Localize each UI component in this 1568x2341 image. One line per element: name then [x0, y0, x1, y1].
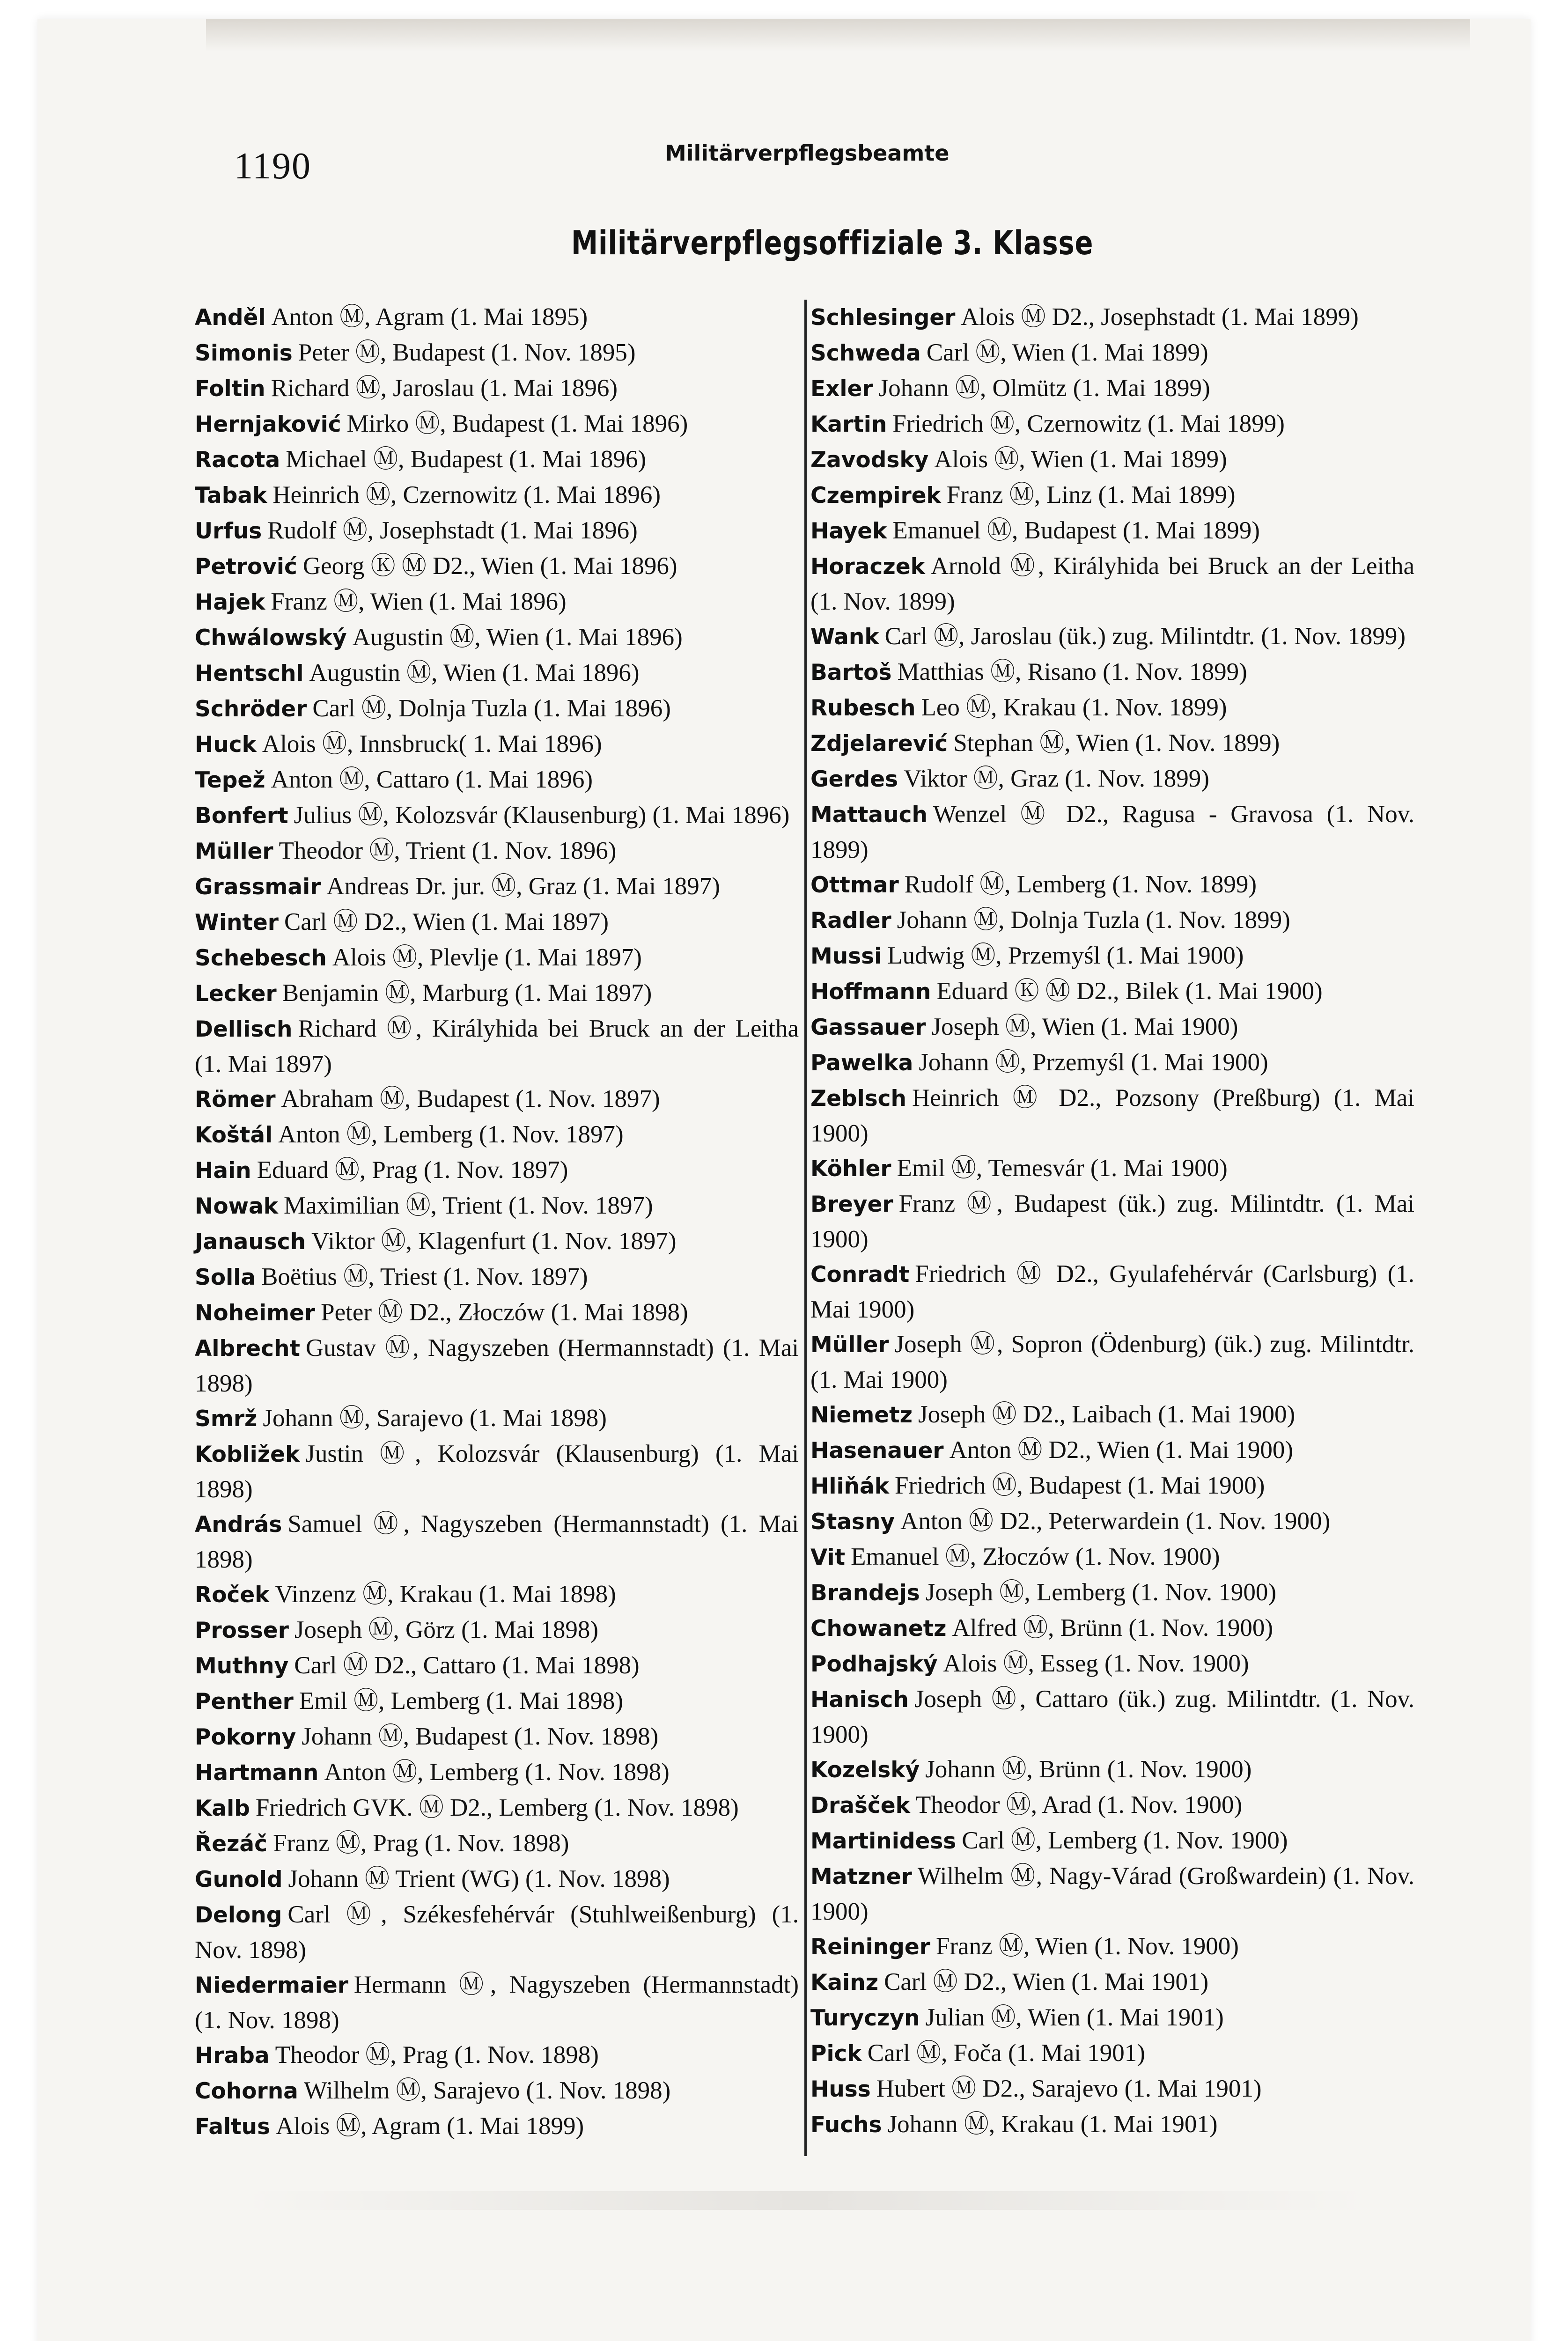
list-item — [195, 478, 799, 513]
surname: Czempirek — [810, 483, 941, 508]
list-item — [195, 1331, 799, 1401]
list-item — [195, 1011, 799, 1082]
entry-details: Friedrich Ⓜ, Budapest (1. Mai 1900) — [895, 1472, 1265, 1499]
list-item — [195, 1684, 799, 1719]
list-item — [810, 1186, 1414, 1257]
surname: Schröder — [195, 696, 307, 722]
entry-details: Andreas Dr. jur. Ⓜ, Graz (1. Mai 1897) — [326, 873, 720, 900]
surname: Drašček — [810, 1793, 910, 1818]
surname: Anděl — [195, 305, 266, 331]
entry-details: Hubert Ⓜ D2., Sarajevo (1. Mai 1901) — [876, 2075, 1262, 2102]
entry-details: Julian Ⓜ, Wien (1. Mai 1901) — [925, 2004, 1224, 2031]
surname: Gerdes — [810, 766, 898, 792]
list-item — [195, 2109, 799, 2144]
entry-details: Joseph Ⓜ, Wien (1. Mai 1900) — [931, 1013, 1238, 1040]
surname: Dellisch — [195, 1016, 293, 1042]
list-item — [195, 2073, 799, 2109]
surname: Fuchs — [810, 2112, 882, 2138]
surname: Grassmair — [195, 874, 321, 900]
list-item — [195, 1401, 799, 1436]
running-head: Militärverpflegsbeamte — [665, 140, 950, 166]
surname: Delong — [195, 1902, 282, 1928]
surname: Müller — [810, 1332, 889, 1358]
entry-details: Emanuel Ⓜ, Złoczów (1. Nov. 1900) — [851, 1543, 1220, 1570]
entry-details: Alois Ⓜ, Innsbruck( 1. Mai 1896) — [262, 730, 602, 758]
surname: Solla — [195, 1265, 256, 1290]
entry-details: Richard Ⓜ, Királyhida bei Bruck an der Leitha (1. Mai 1897) — [195, 1015, 799, 1078]
entry-details: Julius Ⓜ, Kolozsvár (Klausenburg) (1. Mai 1896) — [294, 802, 790, 829]
surname: Huck — [195, 732, 257, 758]
entry-details: Johann Ⓜ, Brünn (1. Nov. 1900) — [925, 1756, 1252, 1783]
list-item — [810, 1433, 1414, 1468]
surname: Wank — [810, 624, 879, 650]
surname: Petrović — [195, 554, 297, 580]
entry-details: Carl Ⓜ, Székesfehérvár (Stuhlweißenburg) (1. Nov. 1898) — [195, 1901, 799, 1964]
list-item — [195, 1188, 799, 1224]
list-item — [195, 1862, 799, 1897]
list-item — [810, 1081, 1414, 1151]
entry-details: Franz Ⓜ, Linz (1. Mai 1899) — [946, 481, 1236, 508]
list-item — [195, 300, 799, 335]
surname: Chwálowský — [195, 625, 347, 651]
entry-details: Arnold Ⓜ, Királyhida bei Bruck an der Leitha (1. Nov. 1899) — [810, 552, 1414, 615]
column-divider — [804, 300, 807, 2156]
list-item — [810, 478, 1414, 513]
list-item — [810, 513, 1414, 549]
entry-details: Emil Ⓜ, Lemberg (1. Mai 1898) — [299, 1687, 624, 1715]
right-column-list — [810, 300, 1414, 2142]
entry-details: Johann Ⓜ, Sarajevo (1. Mai 1898) — [263, 1405, 607, 1432]
entry-details: Rudolf Ⓜ, Josephstadt (1. Mai 1896) — [267, 517, 638, 544]
surname: Pick — [810, 2041, 862, 2067]
surname: Tepež — [195, 767, 265, 793]
list-item — [810, 2071, 1414, 2107]
surname: Conradt — [810, 1262, 910, 1288]
surname: Gassauer — [810, 1015, 926, 1040]
surname: Zavodsky — [810, 447, 929, 473]
list-item — [810, 1752, 1414, 1788]
entry-details: Alois Ⓜ, Wien (1. Mai 1899) — [934, 446, 1227, 473]
surname: Hentschl — [195, 661, 304, 686]
entry-details: Franz Ⓜ, Prag (1. Nov. 1898) — [273, 1830, 569, 1857]
list-item — [810, 2107, 1414, 2142]
entry-details: Carl Ⓜ, Wien (1. Mai 1899) — [926, 339, 1208, 366]
list-item — [810, 903, 1414, 938]
surname: Lecker — [195, 981, 277, 1007]
list-item — [195, 655, 799, 691]
surname: Stasny — [810, 1509, 895, 1535]
list-item — [195, 1755, 799, 1790]
entry-details: Alois Ⓜ D2., Josephstadt (1. Mai 1899) — [961, 303, 1359, 331]
list-item — [195, 1507, 799, 1577]
list-item — [810, 1257, 1414, 1327]
entry-details: Mirko Ⓜ, Budapest (1. Mai 1896) — [346, 410, 688, 437]
surname: Kartin — [810, 412, 887, 437]
surname: Muthny — [195, 1653, 289, 1679]
surname: Vit — [810, 1545, 846, 1570]
entry-details: Richard Ⓜ, Jaroslau (1. Mai 1896) — [271, 375, 618, 402]
entry-details: Johann Ⓜ, Krakau (1. Mai 1901) — [887, 2111, 1218, 2138]
scan-artifact — [243, 2191, 1367, 2210]
surname: Prosser — [195, 1618, 289, 1643]
entry-details: Anton Ⓜ, Lemberg (1. Nov. 1897) — [278, 1121, 624, 1148]
entry-details: Michael Ⓜ, Budapest (1. Mai 1896) — [286, 446, 647, 473]
scan-edge-shadow — [206, 19, 1470, 52]
list-item — [810, 1788, 1414, 1823]
left-column-list — [195, 300, 799, 2144]
list-item — [195, 727, 799, 762]
entry-details: Friedrich Ⓜ, Czernowitz (1. Mai 1899) — [892, 410, 1285, 437]
surname: Noheimer — [195, 1300, 316, 1326]
surname: Hoffmann — [810, 979, 931, 1005]
entry-details: Georg Ⓚ Ⓜ D2., Wien (1. Mai 1896) — [302, 552, 677, 580]
entry-details: Peter Ⓜ D2., Złoczów (1. Mai 1898) — [321, 1299, 688, 1326]
entry-details: Johann Ⓜ, Dolnja Tuzla (1. Nov. 1899) — [897, 906, 1290, 934]
entry-details: Anton Ⓜ D2., Peterwardein (1. Nov. 1900) — [900, 1508, 1331, 1535]
list-item — [195, 1790, 799, 1826]
list-item — [195, 1826, 799, 1862]
entry-details: Matthias Ⓜ, Risano (1. Nov. 1899) — [897, 658, 1247, 685]
surname: Faltus — [195, 2114, 271, 2140]
entry-details: Theodor Ⓜ, Trient (1. Nov. 1896) — [279, 837, 617, 864]
entry-details: Carl Ⓜ D2., Wien (1. Mai 1897) — [284, 908, 609, 935]
list-item — [810, 1045, 1414, 1081]
list-item — [810, 1327, 1414, 1397]
surname: Köhler — [810, 1156, 891, 1182]
list-item — [810, 2000, 1414, 2036]
page-number: 1190 — [234, 146, 312, 187]
list-item — [810, 761, 1414, 797]
list-item — [810, 690, 1414, 726]
surname: Bonfert — [195, 803, 288, 829]
entry-details: Carl Ⓜ, Lemberg (1. Nov. 1900) — [962, 1827, 1288, 1854]
list-item — [810, 1009, 1414, 1045]
entry-details: Eduard Ⓚ Ⓜ D2., Bilek (1. Mai 1900) — [936, 978, 1323, 1005]
surname: Penther — [195, 1689, 294, 1715]
surname: Chowanetz — [810, 1616, 947, 1642]
entry-details: Stephan Ⓜ, Wien (1. Nov. 1899) — [953, 729, 1280, 757]
list-item — [810, 1929, 1414, 1965]
list-item — [195, 976, 799, 1011]
entry-details: Anton Ⓜ D2., Wien (1. Mai 1900) — [949, 1436, 1293, 1464]
surname: Kainz — [810, 1970, 879, 1995]
surname: Horaczek — [810, 554, 925, 580]
surname: Simonis — [195, 340, 293, 366]
list-item — [195, 1082, 799, 1117]
list-item — [810, 442, 1414, 478]
list-item — [810, 726, 1414, 761]
surname: Gunold — [195, 1867, 283, 1892]
list-item — [810, 1823, 1414, 1859]
list-item — [195, 905, 799, 940]
surname: Mussi — [810, 943, 882, 969]
list-item — [810, 619, 1414, 655]
entry-details: Wilhelm Ⓜ, Sarajevo (1. Nov. 1898) — [303, 2077, 671, 2104]
list-item — [810, 2036, 1414, 2071]
list-item — [195, 1259, 799, 1295]
entry-details: Joseph Ⓜ, Lemberg (1. Nov. 1900) — [925, 1579, 1277, 1606]
surname: Brandejs — [810, 1580, 920, 1606]
entry-details: Viktor Ⓜ, Graz (1. Nov. 1899) — [904, 765, 1209, 792]
surname: Hartmann — [195, 1760, 319, 1786]
surname: Exler — [810, 376, 873, 402]
surname: Zdjelarević — [810, 731, 948, 757]
surname: Kobližek — [195, 1442, 300, 1467]
entry-details: Wenzel Ⓜ D2., Ragusa - Gravosa (1. Nov. 1899) — [810, 801, 1414, 863]
list-item — [810, 1646, 1414, 1682]
surname: Matzner — [810, 1864, 912, 1890]
list-item — [810, 1504, 1414, 1539]
list-item — [195, 620, 799, 655]
entry-details: Alfred Ⓜ, Brünn (1. Nov. 1900) — [952, 1614, 1274, 1642]
surname: Pawelka — [810, 1050, 913, 1076]
entry-details: Carl Ⓜ, Foča (1. Mai 1901) — [867, 2039, 1145, 2067]
list-item — [195, 1897, 799, 1967]
surname: Řezáč — [195, 1831, 267, 1857]
list-item — [195, 1224, 799, 1259]
surname: Ottmar — [810, 872, 899, 898]
entry-details: Peter Ⓜ, Budapest (1. Nov. 1895) — [298, 339, 636, 366]
entry-details: Emil Ⓜ, Temesvár (1. Mai 1900) — [897, 1155, 1228, 1182]
entry-details: Heinrich Ⓜ, Czernowitz (1. Mai 1896) — [272, 481, 661, 508]
surname: Radler — [810, 908, 891, 934]
list-item — [195, 940, 799, 976]
list-item — [195, 869, 799, 905]
surname: Schebesch — [195, 945, 327, 971]
entry-details: Joseph Ⓜ, Cattaro (ük.) zug. Milintdtr. (1. Nov. 1900) — [810, 1686, 1414, 1748]
surname: Kalb — [195, 1796, 250, 1821]
entry-details: Carl Ⓜ, Dolnja Tuzla (1. Mai 1896) — [312, 695, 671, 722]
entry-details: Viktor Ⓜ, Klagenfurt (1. Nov. 1897) — [311, 1228, 677, 1255]
list-item — [810, 797, 1414, 867]
surname: Kozelský — [810, 1757, 920, 1783]
surname: Nowak — [195, 1193, 279, 1219]
list-item — [810, 549, 1414, 619]
list-item — [810, 1965, 1414, 2000]
list-item — [195, 1117, 799, 1153]
entry-details: Carl Ⓜ D2., Wien (1. Mai 1901) — [884, 1968, 1209, 1995]
surname: Zeblsch — [810, 1086, 907, 1112]
entry-details: Alois Ⓜ, Agram (1. Mai 1899) — [276, 2113, 584, 2140]
surname: Smrž — [195, 1406, 258, 1432]
entry-details: Emanuel Ⓜ, Budapest (1. Mai 1899) — [892, 517, 1260, 544]
entry-details: Heinrich Ⓜ D2., Pozsony (Preßburg) (1. Mai 1900) — [810, 1084, 1414, 1147]
entry-details: Anton Ⓜ, Agram (1. Mai 1895) — [271, 303, 588, 331]
list-item — [195, 762, 799, 798]
entry-details: Ludwig Ⓜ, Przemyśl (1. Mai 1900) — [887, 942, 1244, 969]
entry-details: Johann Ⓜ Trient (WG) (1. Nov. 1898) — [288, 1865, 670, 1892]
list-item — [195, 1436, 799, 1507]
entry-details: Theodor Ⓜ, Prag (1. Nov. 1898) — [275, 2041, 599, 2069]
entry-details: Augustin Ⓜ, Wien (1. Mai 1896) — [352, 624, 683, 651]
list-item — [195, 335, 799, 371]
surname: Racota — [195, 447, 280, 473]
list-item — [810, 1575, 1414, 1611]
list-item — [195, 691, 799, 727]
list-item — [195, 1967, 799, 2038]
entry-details: Alois Ⓜ, Plevlje (1. Mai 1897) — [332, 944, 642, 971]
list-item — [195, 833, 799, 869]
list-item — [810, 1397, 1414, 1433]
surname: Bartoš — [810, 660, 892, 685]
list-item — [195, 406, 799, 442]
entry-details: Samuel Ⓜ, Nagyszeben (Hermannstadt) (1. Mai 1898) — [195, 1510, 799, 1573]
entry-details: Boëtius Ⓜ, Triest (1. Nov. 1897) — [261, 1263, 588, 1290]
list-item — [810, 867, 1414, 903]
list-item — [195, 1648, 799, 1684]
section-title: Militärverpflegsoffiziale 3. Klasse — [571, 224, 1094, 262]
list-item — [810, 335, 1414, 371]
list-item — [810, 1468, 1414, 1504]
list-item — [195, 2038, 799, 2073]
entry-details: Joseph Ⓜ, Görz (1. Mai 1898) — [294, 1616, 599, 1643]
surname: Tabak — [195, 483, 267, 508]
surname: Hanisch — [810, 1687, 909, 1713]
surname: Podhajský — [810, 1651, 938, 1677]
surname: Winter — [195, 910, 279, 935]
surname: Hraba — [195, 2043, 270, 2069]
surname: Pokorny — [195, 1724, 296, 1750]
surname: Cohorna — [195, 2078, 298, 2104]
list-item — [810, 1682, 1414, 1752]
list-item — [810, 406, 1414, 442]
list-item — [195, 584, 799, 620]
surname: Schweda — [810, 340, 921, 366]
list-item — [195, 1153, 799, 1188]
entry-details: Johann Ⓜ, Olmütz (1. Mai 1899) — [878, 375, 1210, 402]
surname: Hliňák — [810, 1473, 889, 1499]
surname: Müller — [195, 839, 273, 864]
entry-details: Hermann Ⓜ, Nagyszeben (Hermannstadt) (1. Nov. 1898) — [195, 1971, 799, 2034]
surname: Albrecht — [195, 1336, 300, 1362]
entry-details: Theodor Ⓜ, Arad (1. Nov. 1900) — [915, 1791, 1243, 1818]
surname: Hain — [195, 1158, 251, 1184]
surname: Roček — [195, 1582, 270, 1608]
surname: Hasenauer — [810, 1438, 944, 1464]
entry-details: Augustin Ⓜ, Wien (1. Mai 1896) — [309, 659, 640, 686]
surname: Niemetz — [810, 1402, 913, 1428]
list-item — [195, 371, 799, 406]
surname: Römer — [195, 1087, 276, 1112]
surname: Foltin — [195, 376, 265, 402]
entry-details: Franz Ⓜ, Budapest (ük.) zug. Milintdtr. (1. Mai 1900) — [810, 1190, 1414, 1253]
surname: Koštál — [195, 1122, 273, 1148]
entry-details: Friedrich Ⓜ D2., Gyulafehérvár (Carlsburg) (1. Mai 1900) — [810, 1260, 1414, 1323]
surname: Urfus — [195, 518, 262, 544]
list-item — [195, 1719, 799, 1755]
entry-details: Eduard Ⓜ, Prag (1. Nov. 1897) — [257, 1156, 568, 1184]
entry-details: Franz Ⓜ, Wien (1. Nov. 1900) — [935, 1933, 1239, 1960]
list-item — [195, 1612, 799, 1648]
list-item — [195, 549, 799, 584]
surname: Reininger — [810, 1934, 930, 1960]
entry-details: Wilhelm Ⓜ, Nagy-Várad (Großwardein) (1. Nov. 1900) — [810, 1862, 1414, 1925]
surname: Martinidess — [810, 1828, 957, 1854]
entry-details: Maximilian Ⓜ, Trient (1. Nov. 1897) — [284, 1192, 653, 1219]
surname: Mattauch — [810, 802, 928, 828]
list-item — [810, 655, 1414, 690]
list-item — [195, 442, 799, 478]
surname: Niedermaier — [195, 1973, 348, 1998]
surname: Rubesch — [810, 695, 916, 721]
entry-details: Benjamin Ⓜ, Marburg (1. Mai 1897) — [282, 979, 652, 1007]
list-item — [810, 1539, 1414, 1575]
surname: Huss — [810, 2076, 871, 2102]
list-item — [810, 300, 1414, 335]
entry-details: Leo Ⓜ, Krakau (1. Nov. 1899) — [921, 694, 1227, 721]
entry-details: Carl Ⓜ, Jaroslau (ük.) zug. Milintdtr. (1. Nov. 1899) — [884, 623, 1406, 650]
entry-details: Johann Ⓜ, Budapest (1. Nov. 1898) — [302, 1723, 659, 1750]
entry-details: Vinzenz Ⓜ, Krakau (1. Mai 1898) — [275, 1581, 616, 1608]
surname: Hernjaković — [195, 412, 341, 437]
list-item — [810, 371, 1414, 406]
surname: Hayek — [810, 518, 887, 544]
surname: Schlesinger — [810, 305, 956, 331]
surname: Turyczyn — [810, 2005, 920, 2031]
list-item — [195, 798, 799, 833]
entry-details: Franz Ⓜ, Wien (1. Mai 1896) — [271, 588, 567, 615]
entry-details: Joseph Ⓜ, Sopron (Ödenburg) (ük.) zug. Milintdtr. (1. Mai 1900) — [810, 1331, 1414, 1393]
entry-details: Rudolf Ⓜ, Lemberg (1. Nov. 1899) — [904, 871, 1257, 898]
entry-details: Anton Ⓜ, Cattaro (1. Mai 1896) — [271, 766, 593, 793]
surname: Breyer — [810, 1192, 893, 1217]
list-item — [810, 1611, 1414, 1646]
list-item — [810, 974, 1414, 1009]
surname: András — [195, 1512, 282, 1538]
surname: Janausch — [195, 1229, 306, 1255]
entry-details: Johann Ⓜ, Przemyśl (1. Mai 1900) — [919, 1049, 1268, 1076]
entry-details: Abraham Ⓜ, Budapest (1. Nov. 1897) — [281, 1085, 660, 1112]
list-item — [195, 1577, 799, 1612]
entry-details: Carl Ⓜ D2., Cattaro (1. Mai 1898) — [294, 1652, 640, 1679]
entry-details: Alois Ⓜ, Esseg (1. Nov. 1900) — [943, 1650, 1249, 1677]
surname: Hajek — [195, 589, 265, 615]
entry-details: Friedrich GVK. Ⓜ D2., Lemberg (1. Nov. 1898) — [255, 1794, 739, 1821]
list-item — [810, 1151, 1414, 1186]
list-item — [810, 1859, 1414, 1929]
entry-details: Gustav Ⓜ, Nagyszeben (Hermannstadt) (1. Mai 1898) — [195, 1334, 799, 1397]
list-item — [195, 1295, 799, 1331]
list-item — [810, 938, 1414, 974]
entry-details: Joseph Ⓜ D2., Laibach (1. Mai 1900) — [918, 1401, 1296, 1428]
list-item — [195, 513, 799, 549]
entry-details: Justin Ⓜ, Kolozsvár (Klausenburg) (1. Mai 1898) — [195, 1440, 799, 1503]
entry-details: Anton Ⓜ, Lemberg (1. Nov. 1898) — [324, 1759, 670, 1786]
